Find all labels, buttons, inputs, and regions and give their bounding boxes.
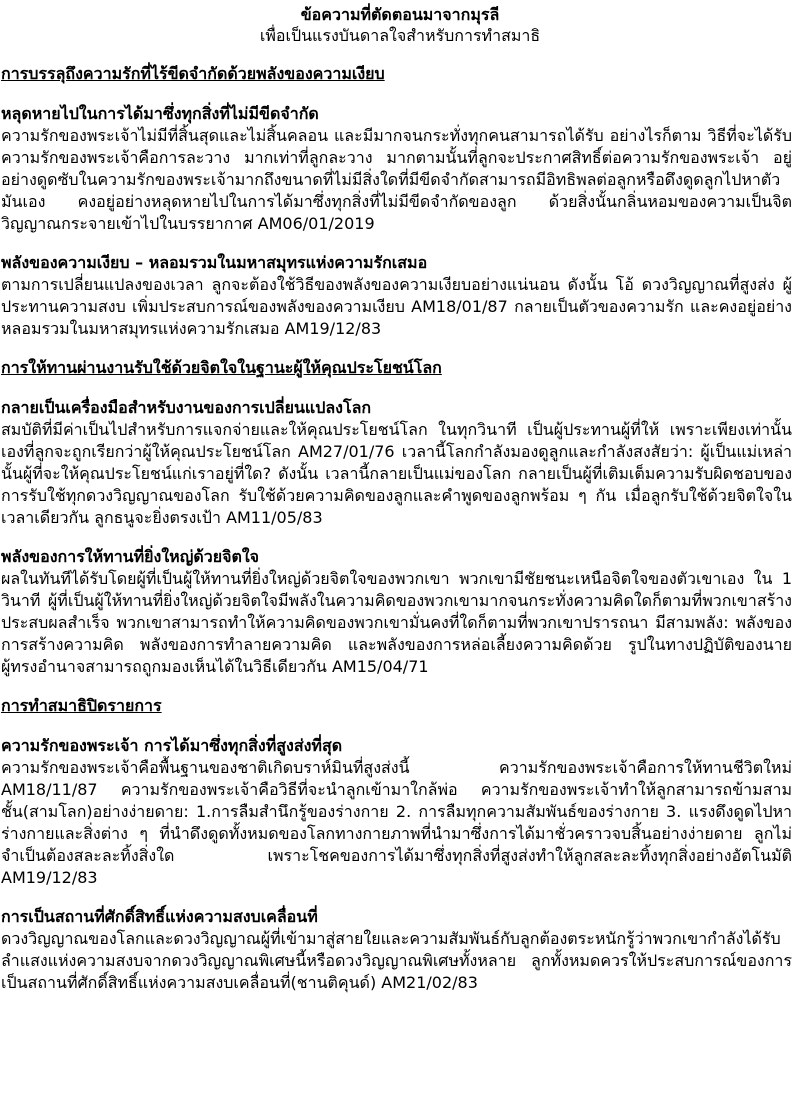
passage-body: สมบัติที่มีค่าเป็นไปสำหรับการแจกจ่ายและให้คุณประโยชน์โลก ในทุกวินาที เป็นผู้ประทานผู้ที่ให้ เพราะเพียงเท่านั้นเองที่ลูกจะถูกเรียกว่าผู้ให้คุณประโยชน์โลก AM27/01/76 เวลานี้โลกกำลังมองดูลูกและกำลังสงสัยว่า: ผู้เป็นแม่เหล่านั้นผู้ที่จะให้คุณประโยชน์แก่เราอยู่ที่ใด? ดังนั้น เวลานี้กลายเป็นแม่ของโลก กลายเป็นผู้ที่เติมเต็มความรับผิดชอบของการรับใช้ทุกดวงวิญญาณของโลก รับใช้ด้วยความคิดของลูกและคำพูดของลูกพร้อม ๆ กัน เมื่อลูกรับใช้ด้วยจิตใจในเวลาเดียวกัน ลูกธนูจะยิ่งตรงเป้า AM11/05/83 — [1, 420, 792, 527]
section-closing-meditation — [0, 695, 800, 994]
section-title: การทำสมาธิปิดรายการ — [1, 696, 162, 715]
passage — [1, 735, 792, 889]
passage-heading: หลุดหายไปในการได้มาซึ่งทุกสิ่งที่ไม่มีขีดจำกัด — [1, 104, 319, 123]
passage — [1, 906, 792, 994]
passage — [1, 252, 792, 340]
document-title: ข้อความที่ตัดตอนมาจากมุรลี — [300, 5, 500, 24]
passage-body: ดวงวิญญาณของโลกและดวงวิญญาณผู้ที่เข้ามาสู่สายใยและความสัมพันธ์กับลูกต้องตระหนักรู้ว่าพวกเขากำลังได้รับลำแสงแห่งความสงบจากดวงวิญญาณพิเศษนี้หรือดวงวิญญาณพิเศษทั้งหลาย ลูกทั้งหมดควรให้ประสบการณ์ของการเป็นสถานที่ศักดิ์สิทธิ์แห่งความสงบเคลื่อนที่(ชานติคุนด์) AM21/02/83 — [1, 929, 792, 992]
passage-heading: พลังของความเงียบ – หลอมรวมในมหาสมุทรแห่งความรักเสมอ — [1, 253, 428, 272]
passage — [1, 397, 792, 529]
document-header — [0, 4, 800, 47]
passage-body: ตามการเปลี่ยนแปลงของเวลา ลูกจะต้องใช้วิธีของพลังของความเงียบอย่างแน่นอน ดังนั้น โอ้ ดวงวิญญาณที่สูงส่ง ผู้ประทานความสงบ เพิ่มประสบการณ์ของพลังของความเงียบ AM18/01/87 กลายเป็นตัวของความรัก และคงอยู่อย่างหลอมรวมในมหาสมุทรแห่งความรักเสมอ AM19/12/83 — [1, 275, 793, 338]
passage-body: ความรักของพระเจ้าไม่มีที่สิ้นสุดและไม่สิ้นคลอน และมีมากจนกระทั่งทุกคนสามารถได้รับ อย่างไรก็ตาม วิธีที่จะได้รับความรักของพระเจ้าคือการละวาง มากเท่าที่ลูกละวาง มากตามนั้นที่ลูกจะประกาศสิทธิ์ต่อความรักของพระเจ้า อยู่อย่างดูดซับในความรักของพระเจ้ามากถึงขนาดที่ไม่มีสิ่งใดที่มีขีดจำกัดสามารถมีอิทธิพลต่อลูกหรือดึงดูดลูกไปหาตัวมันเอง คงอยู่อย่างหลุดหายไปในการได้มาซึ่งทุกสิ่งที่ไม่มีขีดจำกัดของลูก ด้วยสิ่งนั้นกลิ่นหอมของความเป็นจิตวิญญาณกระจายเข้าไปในบรรยากาศ AM06/01/2019 — [1, 126, 792, 233]
passage-heading: ความรักของพระเจ้า การได้มาซึ่งทุกสิ่งที่สูงส่งที่สุด — [1, 736, 343, 755]
passage-heading: กลายเป็นเครื่องมือสำหรับงานของการเปลี่ยนแปลงโลก — [1, 398, 372, 417]
section-title: การให้ทานผ่านงานรับใช้ด้วยจิตใจในฐานะผู้ให้คุณประโยชน์โลก — [1, 358, 442, 377]
passage-heading: พลังของการให้ทานที่ยิ่งใหญ่ด้วยจิตใจ — [1, 547, 260, 566]
passage — [1, 546, 792, 678]
passage — [1, 103, 792, 235]
passage-heading: การเป็นสถานที่ศักดิ์สิทธิ์แห่งความสงบเคลื่อนที่ — [1, 907, 318, 926]
passage-body: ผลในทันทีได้รับโดยผู้ที่เป็นผู้ให้ทานที่ยิ่งใหญ่ด้วยจิตใจของพวกเขา พวกเขามีชัยชนะเหนือจิตใจของตัวเขาเอง ใน 1 วินาที ผู้ที่เป็นผู้ให้ทานที่ยิ่งใหญ่ด้วยจิตใจมีพลังในความคิดของพวกเขามากจนกระทั่งความคิดใดก็ตามที่พวกเขาสร้างประสบผลสำเร็จ พวกเขาสามารถทำให้ความคิดของพวกเขามั่นคงที่ใดก็ตามที่พวกเขาปรารถนา มีสามพลัง: พลังของการสร้างความคิด พลังของการทำลายความคิด และพลังของการหล่อเลี้ยงความคิดด้วย รูปในทางปฏิบัติของนายผู้ทรงอำนาจสามารถถูกมองเห็นได้ในวิธีเดียวกัน AM15/04/71 — [1, 569, 792, 676]
section-mind-service — [0, 357, 800, 678]
passage-body: ความรักของพระเจ้าคือพื้นฐานของชาติเกิดบราห์มินที่สูงส่งนี้ ความรักของพระเจ้าคือการให้ทานชีวิตใหม่ AM18/11/87 ความรักของพระเจ้าคือวิธีที่จะนำลูกเข้ามาใกล้พ่อ ความรักของพระเจ้าทำให้ลูกสามารถข้ามสามชั้น(สามโลก)อย่างง่ายดาย: 1.การลืมสำนึกรู้ของร่างกาย 2. การลืมทุกความสัมพันธ์ของร่างกาย 3. แรงดึงดูดไปหาร่างกายและสิ่งต่าง ๆ ที่นำดึงดูดทั้งหมดของโลกทางกายภาพที่นำมาซึ่งการได้มาชั่วคราวจบสิ้นอย่างง่ายดาย ลูกไม่จำเป็นต้องสละละทิ้งสิ่งใด เพราะโชคของการได้มาซึ่งทุกสิ่งที่สูงส่งทำให้ลูกสละละทิ้งทุกสิ่งอย่างอัตโนมัติ AM19/12/83 — [1, 758, 792, 887]
document-subtitle: เพื่อเป็นแรงบันดาลใจสำหรับการทำสมาธิ — [259, 26, 541, 45]
section-boundless-love — [0, 63, 800, 340]
section-title: การบรรลุถึงความรักที่ไร้ขีดจำกัดด้วยพลังของความเงียบ — [1, 64, 385, 83]
